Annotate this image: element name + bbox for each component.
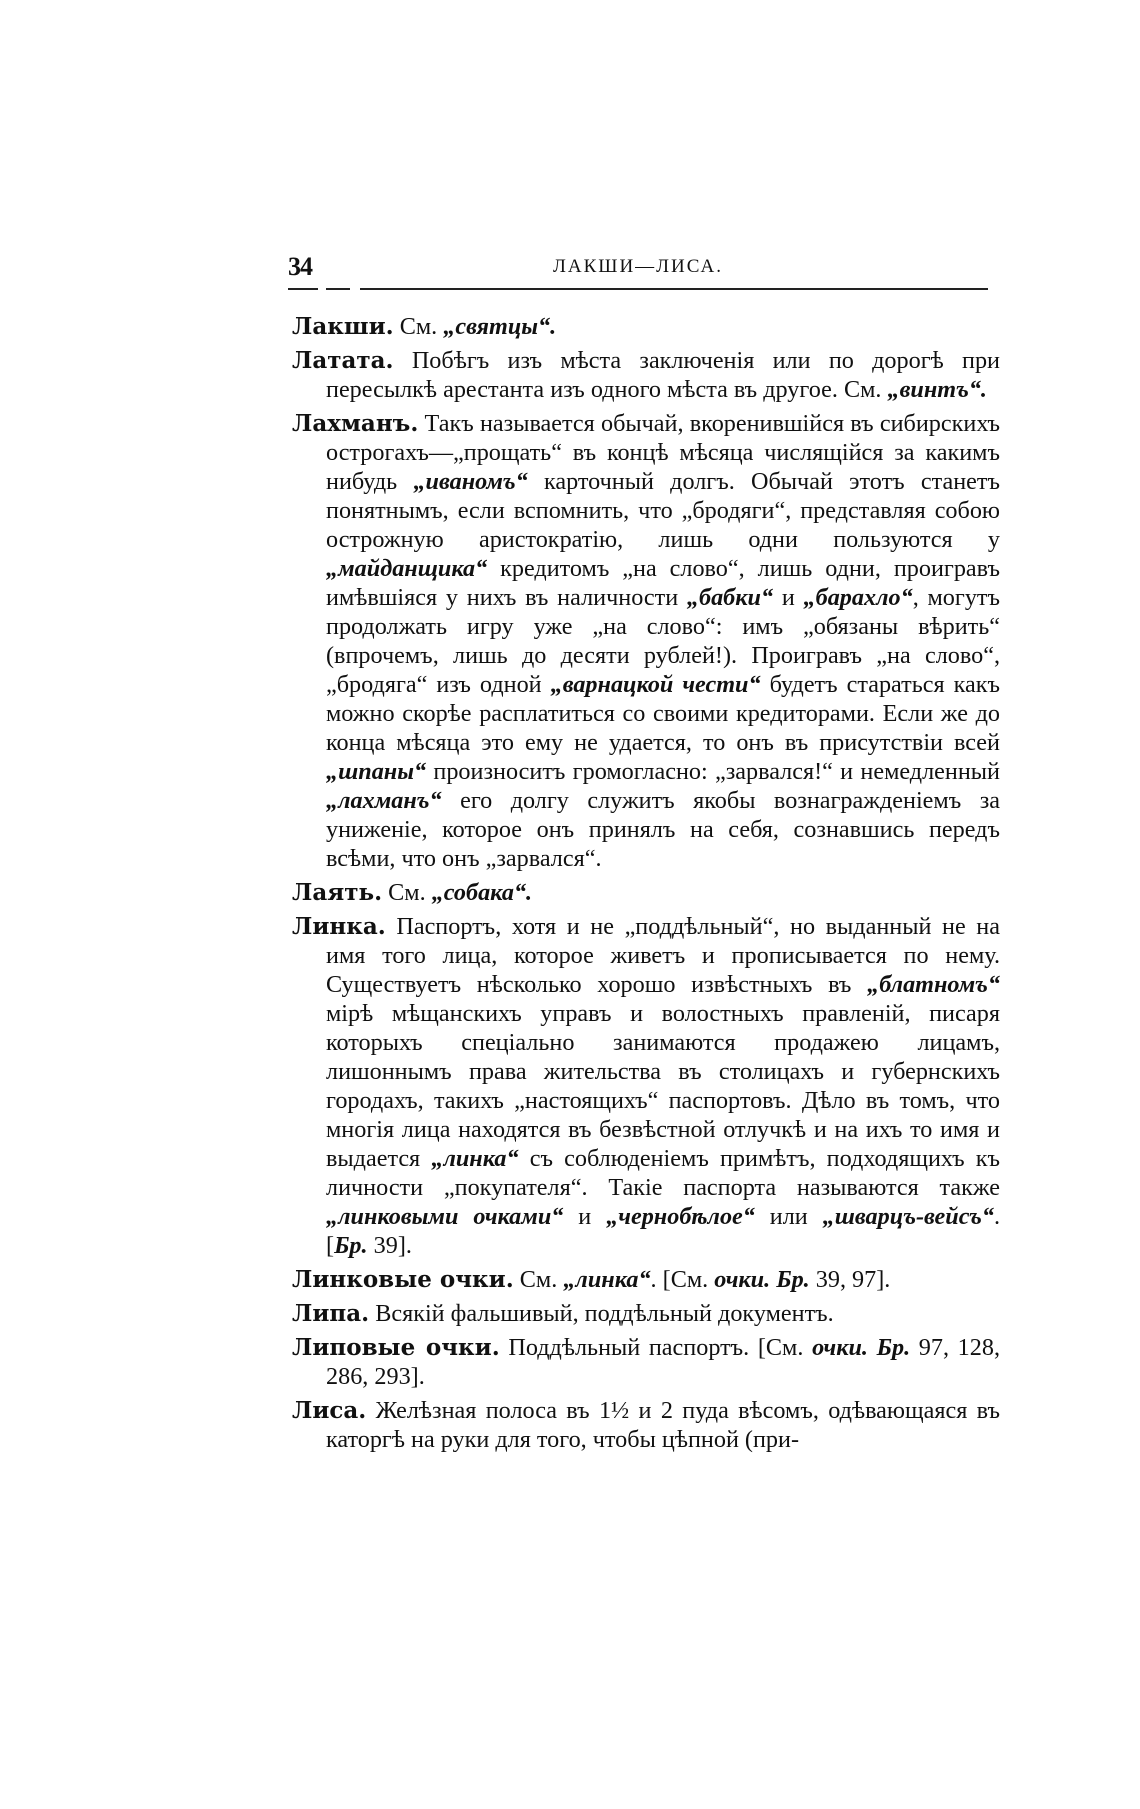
definition-text: карточный долгъ. Обычай этотъ станетъ понятнымъ, если вспомнить, что „бродяги“, представляя собою острожную аристократію, лишь одни пользуются у [326,468,1000,553]
dictionary-entries [292,312,1000,1459]
cross-reference-term: „святцы“. [443,313,557,340]
cross-reference-term: „линка“ [563,1266,651,1293]
cross-reference-term: „майданщика“ [326,555,488,582]
cross-reference-term: очки. Бр. [714,1266,810,1293]
definition-text: Поддѣльный паспортъ. [См. [499,1334,813,1361]
cross-reference-term: „шварцъ-вейсъ“ [822,1203,994,1230]
definition-text: , могутъ продолжать игру уже „на слово“: имъ „обязаны вѣрить“ (впрочемъ, лишь до десяти рублей!). Проигравъ „на слово“, „бродяга“ изъ одной [326,584,1000,698]
definition-text: кредитомъ „на слово“, лишь одни, проигравъ имѣвшіяся у нихъ въ наличности [326,555,1000,611]
definition-text: Желѣзная полоса въ 1½ и 2 пуда вѣсомъ, одѣвающаяся въ каторгѣ на руки для того, чтобы цѣпной (при- [326,1397,1000,1453]
definition-text: будетъ стараться какъ можно скорѣе расплатиться со своими кредиторами. Если же до конца мѣсяца это ему не удается, то онъ въ присутствіи всей [326,671,1000,756]
cross-reference-term: очки. Бр. [812,1334,911,1361]
rule-gap [318,286,326,290]
definition-text: и [563,1203,607,1230]
cross-reference-term: „бабки“ [686,584,774,611]
cross-reference-term: Бр. [334,1232,368,1259]
definition-text: 97, 128, 286, 293]. [326,1334,1000,1390]
definition-text: или [754,1203,823,1230]
cross-reference-term: „винтъ“. [887,376,987,403]
cross-reference-term: „лахманъ“ [326,787,442,814]
dictionary-entry [292,409,1000,873]
dictionary-entry [292,912,1000,1260]
rule-gap [350,286,360,290]
definition-text: Такъ называется обычай, вкоренившійся въ сибирскихъ острогахъ—„прощать“ въ концѣ мѣсяца числящійся за какимъ нибудь [326,410,1000,495]
dictionary-entry [292,1333,1000,1391]
definition-text: Побѣгъ изъ мѣста заключенія или по дорогѣ при пересылкѣ арестанта изъ одного мѣста въ другое. См. [326,347,1000,403]
definition-text: 39, 97]. [809,1266,891,1293]
dictionary-entry [292,1299,1000,1328]
header-rule [288,288,988,290]
cross-reference-term: „варнацкой чести“ [550,671,761,698]
entry-headword: Линковые очки. [292,1266,514,1293]
entry-headword: Латата. [292,347,394,374]
cross-reference-term: „барахло“ [803,584,913,611]
cross-reference-term: „шпаны“ [326,758,427,785]
dictionary-entry [292,878,1000,907]
cross-reference-term: „блатномъ“ [867,971,1000,998]
definition-text: . [См. [650,1266,715,1293]
definition-text: мірѣ мѣщанскихъ управъ и волостныхъ правленій, писаря которыхъ спеціально занимаются продажею лицамъ, лишоннымъ права жительства въ столицахъ и губернскихъ городахъ, такихъ „настоящихъ“ паспортовъ. Дѣло въ томъ, что многія лица находятся въ безвѣстной отлучкѣ и на ихъ то имя и выдается [326,1000,1000,1172]
page-number: 34 [288,252,312,281]
cross-reference-term: „линковыми очками“ [326,1203,564,1230]
entry-headword: Лакши. [292,313,394,340]
entry-headword: Лаять. [292,879,383,906]
definition-text: его долгу служитъ якобы вознагражденіемъ за униженіе, которое онъ принялъ на себя, сознавшись передъ всѣми, что онъ „зарвался“. [326,787,1000,872]
dictionary-entry [292,1265,1000,1294]
dictionary-entry [292,346,1000,404]
running-title: ЛАКШИ—ЛИСА. [553,256,723,277]
definition-text: Всякій фальшивый, поддѣльный документъ. [369,1300,834,1327]
cross-reference-term: „иваномъ“ [413,468,528,495]
definition-text: См. [382,879,432,906]
definition-text: См. [393,313,444,340]
dictionary-entry [292,1396,1000,1454]
cross-reference-term: „собака“. [431,879,533,906]
dictionary-entry [292,312,1000,341]
entry-headword: Линка. [292,913,386,940]
definition-text: 39]. [367,1232,412,1259]
definition-text: и [773,584,804,611]
cross-reference-term: „чернобѣлое“ [606,1203,755,1230]
definition-text: Паспортъ, хотя и не „поддѣльный“, но выданный не на имя того лица, которое живетъ и прописывается по нему. Существуетъ нѣсколько хорошо извѣстныхъ въ [326,913,1000,998]
definition-text: произноситъ громогласно: „зарвался!“ и немедленный [426,758,1000,785]
entry-headword: Лахманъ. [292,410,419,437]
entry-headword: Лиса. [292,1397,367,1424]
entry-headword: Липа. [292,1300,370,1327]
entry-headword: Липовые очки. [292,1334,500,1361]
definition-text: съ соблюденіемъ примѣтъ, подходящихъ къ личности „покупателя“. Такіе паспорта называются также [326,1145,1000,1201]
definition-text: См. [513,1266,564,1293]
cross-reference-term: „линка“ [431,1145,519,1172]
definition-text: . [ [326,1203,1000,1259]
page-header [288,252,988,288]
